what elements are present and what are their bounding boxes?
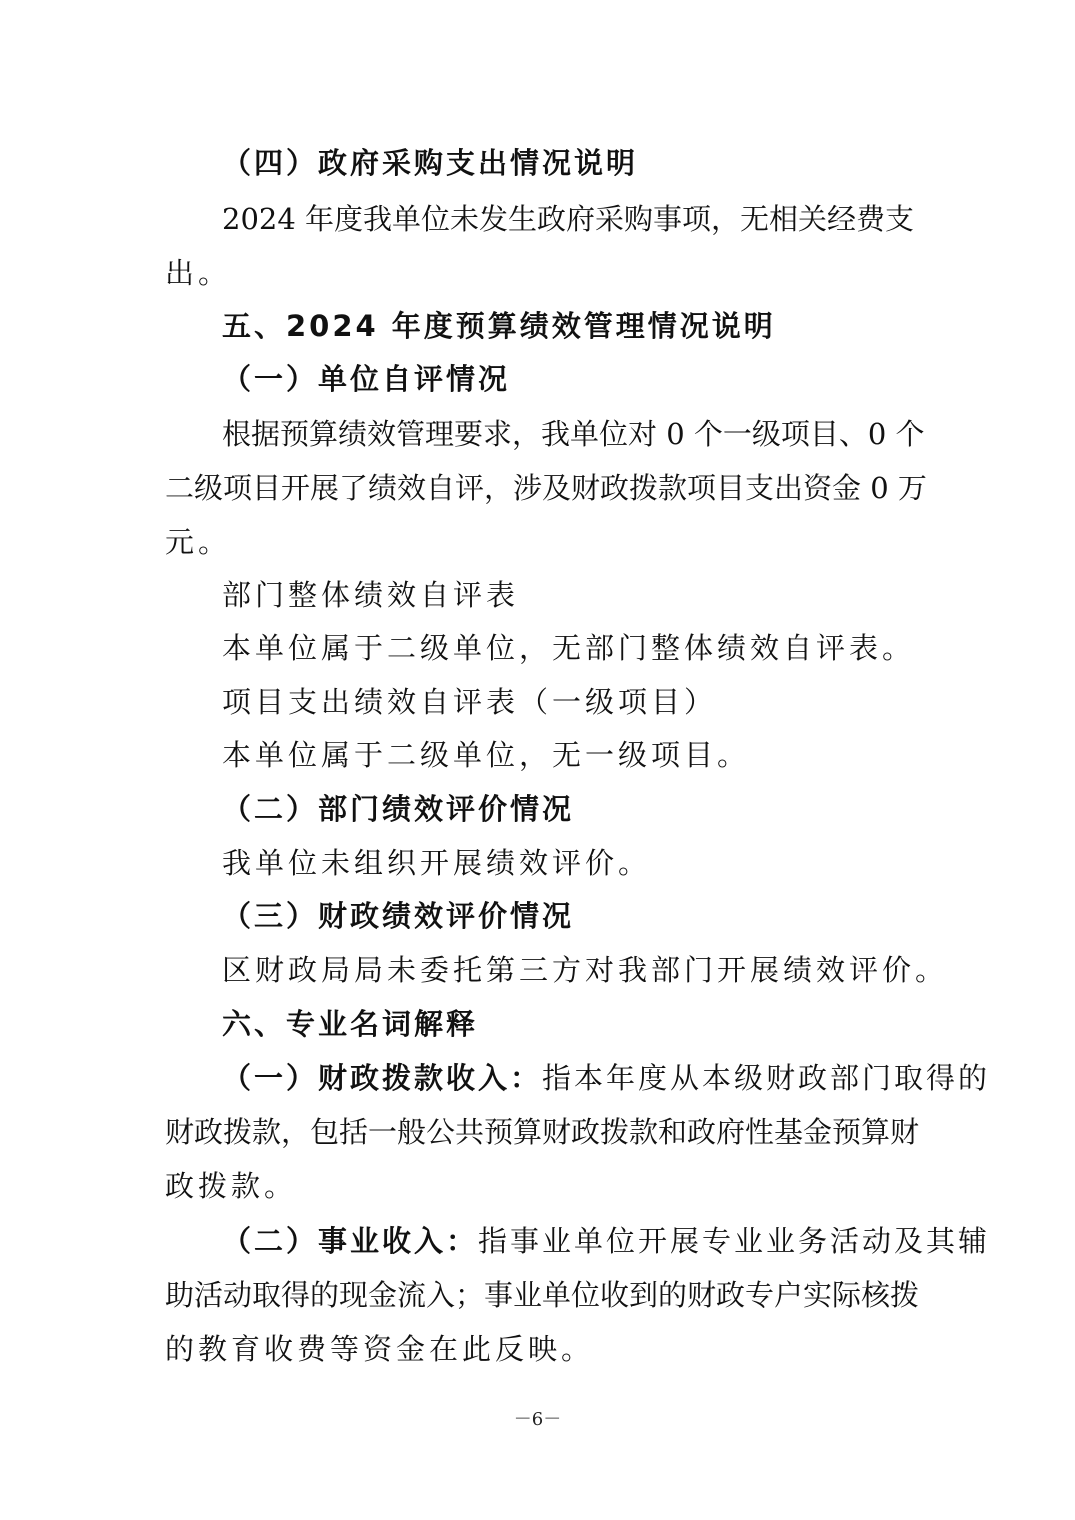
heading-self-evaluation: （一）单位自评情况 bbox=[222, 362, 511, 396]
dept-table-note: 本单位属于二级单位，无部门整体绩效自评表。 bbox=[222, 631, 916, 665]
heading-finance-evaluation: （三）财政绩效评价情况 bbox=[222, 899, 575, 933]
paragraph-self-eval-line3: 元。 bbox=[165, 525, 232, 559]
heading-dept-evaluation: （二）部门绩效评价情况 bbox=[222, 792, 575, 826]
heading-performance-management: 五、2024 年度预算绩效管理情况说明 bbox=[222, 309, 776, 343]
term1-line1 bbox=[222, 1061, 991, 1095]
paragraph-self-eval-line2: 二级项目开展了绩效自评，涉及财政拨款项目支出资金 0 万 bbox=[165, 471, 927, 505]
heading-terms: 六、专业名词解释 bbox=[222, 1007, 479, 1041]
paragraph-gov-purchase-line1: 2024 年度我单位未发生政府采购事项，无相关经费支 bbox=[222, 202, 915, 236]
term2-text-start: 指事业单位开展专业业务活动及其辅 bbox=[478, 1224, 991, 1258]
term1-text-start: 指本年度从本级财政部门取得的 bbox=[542, 1061, 991, 1095]
project-table-note: 本单位属于二级单位，无一级项目。 bbox=[222, 738, 751, 772]
dept-table-label: 部门整体绩效自评表 bbox=[222, 578, 520, 612]
project-table-label: 项目支出绩效自评表（一级项目） bbox=[222, 685, 718, 719]
term1-label: （一）财政拨款收入： bbox=[222, 1061, 543, 1095]
term1-line3: 政拨款。 bbox=[165, 1169, 298, 1203]
term2-label: （二）事业收入： bbox=[222, 1224, 479, 1258]
term2-line1 bbox=[222, 1224, 991, 1258]
paragraph-finance-evaluation: 区财政局局未委托第三方对我部门开展绩效评价。 bbox=[222, 953, 949, 987]
paragraph-dept-evaluation: 我单位未组织开展绩效评价。 bbox=[222, 846, 652, 880]
heading-gov-purchase: （四）政府采购支出情况说明 bbox=[222, 146, 639, 180]
term2-line2: 助活动取得的现金流入；事业单位收到的财政专户实际核拨 bbox=[165, 1278, 920, 1312]
page-number: －6－ bbox=[513, 1409, 562, 1430]
paragraph-gov-purchase-line2: 出。 bbox=[165, 256, 232, 290]
term2-line3: 的教育收费等资金在此反映。 bbox=[165, 1332, 595, 1366]
term1-line2: 财政拨款，包括一般公共预算财政拨款和政府性基金预算财 bbox=[165, 1115, 920, 1149]
paragraph-self-eval-line1: 根据预算绩效管理要求，我单位对 0 个一级项目、0 个 bbox=[222, 417, 925, 451]
